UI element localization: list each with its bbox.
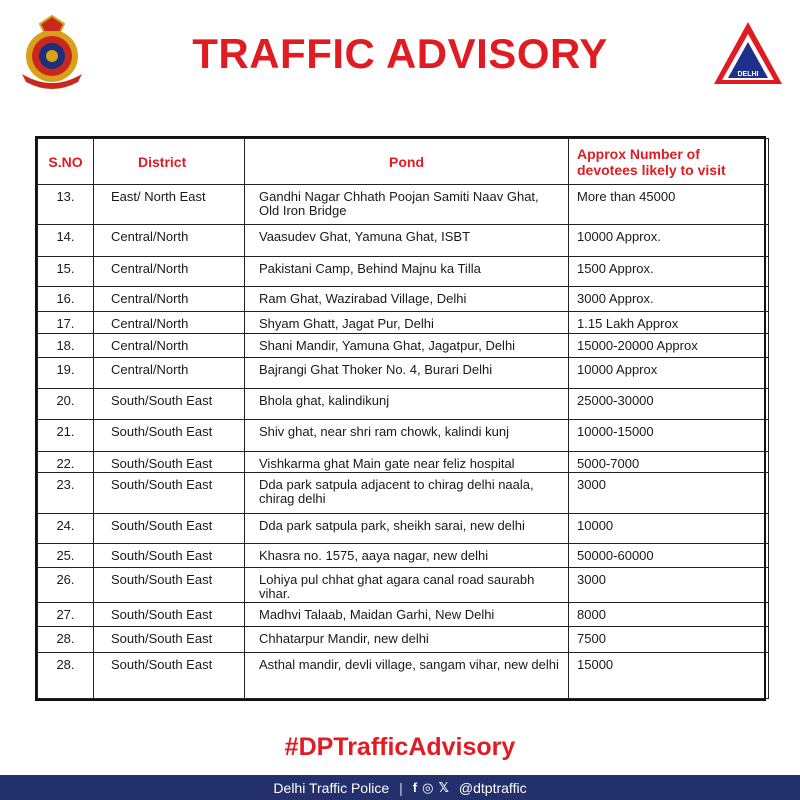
table-row <box>38 514 769 543</box>
row-pond: Madhvi Talaab, Maidan Garhi, New Delhi <box>259 607 495 623</box>
row-devotees: 3000 <box>577 477 606 493</box>
advisory-table <box>35 136 766 701</box>
page-title: TRAFFIC ADVISORY <box>192 30 608 77</box>
row-pond: Chhatarpur Mandir, new delhi <box>259 630 429 646</box>
row-devotees: 25000-30000 <box>577 393 654 409</box>
table-row <box>38 419 769 452</box>
row-pond: Ram Ghat, Wazirabad Village, Delhi <box>259 290 467 306</box>
row-sno: 19. <box>56 361 75 377</box>
row-sno: 23. <box>56 477 75 493</box>
x-icon[interactable]: 𝕏 <box>438 779 449 795</box>
row-devotees: 10000 Approx <box>577 361 658 377</box>
row-pond: Vaasudev Ghat, Yamuna Ghat, ISBT <box>259 228 471 244</box>
row-devotees: 15000 <box>577 657 614 673</box>
instagram-icon[interactable]: ◎ <box>422 779 434 795</box>
row-pond: Vishkarma ghat Main gate near feliz hospital <box>259 456 515 472</box>
table-row <box>38 334 769 357</box>
table-row <box>38 452 769 473</box>
row-sno: 13. <box>56 189 75 204</box>
row-district: Central/North <box>111 315 189 331</box>
row-pond: Shyam Ghatt, Jagat Pur, Delhi <box>259 315 434 331</box>
row-pond: Shani Mandir, Yamuna Ghat, Jagatpur, Delhi <box>259 338 516 354</box>
row-district: South/South East <box>111 607 213 623</box>
facebook-icon[interactable]: f <box>412 780 418 795</box>
column-header-sno: S.NO <box>38 139 94 185</box>
table-body <box>38 185 769 699</box>
row-district: Central/North <box>111 338 189 354</box>
row-devotees: More than 45000 <box>577 189 676 204</box>
row-pond: Bhola ghat, kalindikunj <box>259 393 390 409</box>
row-district: South/South East <box>111 657 213 673</box>
row-sno: 17. <box>56 315 75 331</box>
row-sno: 22. <box>56 456 75 472</box>
row-district: South/South East <box>111 571 213 587</box>
row-sno: 16. <box>56 290 75 306</box>
row-district: Central/North <box>111 261 189 277</box>
row-devotees: 10000 Approx. <box>577 228 661 244</box>
row-district: South/South East <box>111 630 213 646</box>
header <box>0 0 800 125</box>
row-devotees: 3000 <box>577 571 606 587</box>
footer-bar <box>0 775 800 800</box>
footer-org: Delhi Traffic Police <box>273 779 390 796</box>
row-sno: 27. <box>56 607 75 623</box>
table-row <box>38 603 769 626</box>
table-row <box>38 286 769 311</box>
row-sno: 21. <box>56 423 75 439</box>
footer-handle[interactable]: @dtptraffic <box>458 779 527 796</box>
column-header-pond: Pond <box>245 139 569 185</box>
row-sno: 24. <box>56 518 75 534</box>
row-sno: 25. <box>56 547 75 563</box>
row-sno: 14. <box>56 228 75 244</box>
row-devotees: 5000-7000 <box>577 456 640 472</box>
table-row <box>38 389 769 419</box>
row-pond: Shiv ghat, near shri ram chowk, kalindi kunj <box>259 423 510 439</box>
column-header-devotees: Approx Number of devotees likely to visit <box>569 139 769 185</box>
row-devotees: 7500 <box>577 630 606 646</box>
footer-separator: | <box>399 779 403 796</box>
row-devotees: 50000-60000 <box>577 547 654 563</box>
row-pond: Bajrangi Ghat Thoker No. 4, Burari Delhi <box>259 361 493 377</box>
table-row <box>38 653 769 699</box>
row-pond: Gandhi Nagar Chhath Poojan Samiti Naav Ghat, Old Iron Bridge <box>259 189 539 218</box>
table-row <box>38 257 769 286</box>
row-sno: 20. <box>56 393 75 409</box>
row-devotees: 1.15 Lakh Approx <box>577 315 679 331</box>
row-devotees: 1500 Approx. <box>577 261 654 277</box>
row-district: South/South East <box>111 423 213 439</box>
hashtag: #DPTrafficAdvisory <box>284 733 516 761</box>
row-pond: Asthal mandir, devli village, sangam vihar, new delhi <box>259 657 559 673</box>
row-devotees: 3000 Approx. <box>577 290 654 306</box>
logo-sub-text: DELHI <box>737 71 759 78</box>
table-row <box>38 567 769 603</box>
row-sno: 28. <box>56 630 75 646</box>
table-row <box>38 311 769 333</box>
row-district: South/South East <box>111 393 213 409</box>
row-district: South/South East <box>111 547 213 563</box>
table-row <box>38 357 769 388</box>
table-row <box>38 543 769 567</box>
row-district: South/South East <box>111 456 213 472</box>
column-header-district: District <box>94 139 245 185</box>
row-district: South/South East <box>111 518 213 534</box>
row-devotees: 10000-15000 <box>577 423 654 439</box>
row-district: South/South East <box>111 477 213 493</box>
table-row <box>38 626 769 652</box>
traffic-police-logo-icon <box>712 20 784 86</box>
row-sno: 26. <box>56 571 75 587</box>
table-row <box>38 224 769 257</box>
row-pond: Dda park satpula park, sheikh sarai, new delhi <box>259 518 525 534</box>
row-district: Central/North <box>111 290 189 306</box>
row-pond: Dda park satpula adjacent to chirag delhi naala, chirag delhi <box>259 477 534 507</box>
row-devotees: 8000 <box>577 607 606 623</box>
row-district: Central/North <box>111 361 189 377</box>
row-pond: Lohiya pul chhat ghat agara canal road saurabh vihar. <box>259 571 535 601</box>
table-row <box>38 185 769 225</box>
row-sno: 15. <box>56 261 75 277</box>
table-header-row <box>38 139 769 185</box>
row-sno: 18. <box>56 338 75 354</box>
row-devotees: 10000 <box>577 518 614 534</box>
table-row <box>38 473 769 514</box>
row-pond: Pakistani Camp, Behind Majnu ka Tilla <box>259 261 481 277</box>
row-pond: Khasra no. 1575, aaya nagar, new delhi <box>259 547 489 563</box>
social-icons <box>413 780 449 796</box>
row-district: East/ North East <box>111 189 206 204</box>
row-district: Central/North <box>111 228 189 244</box>
row-devotees: 15000-20000 Approx <box>577 338 698 354</box>
row-sno: 28. <box>56 657 75 673</box>
